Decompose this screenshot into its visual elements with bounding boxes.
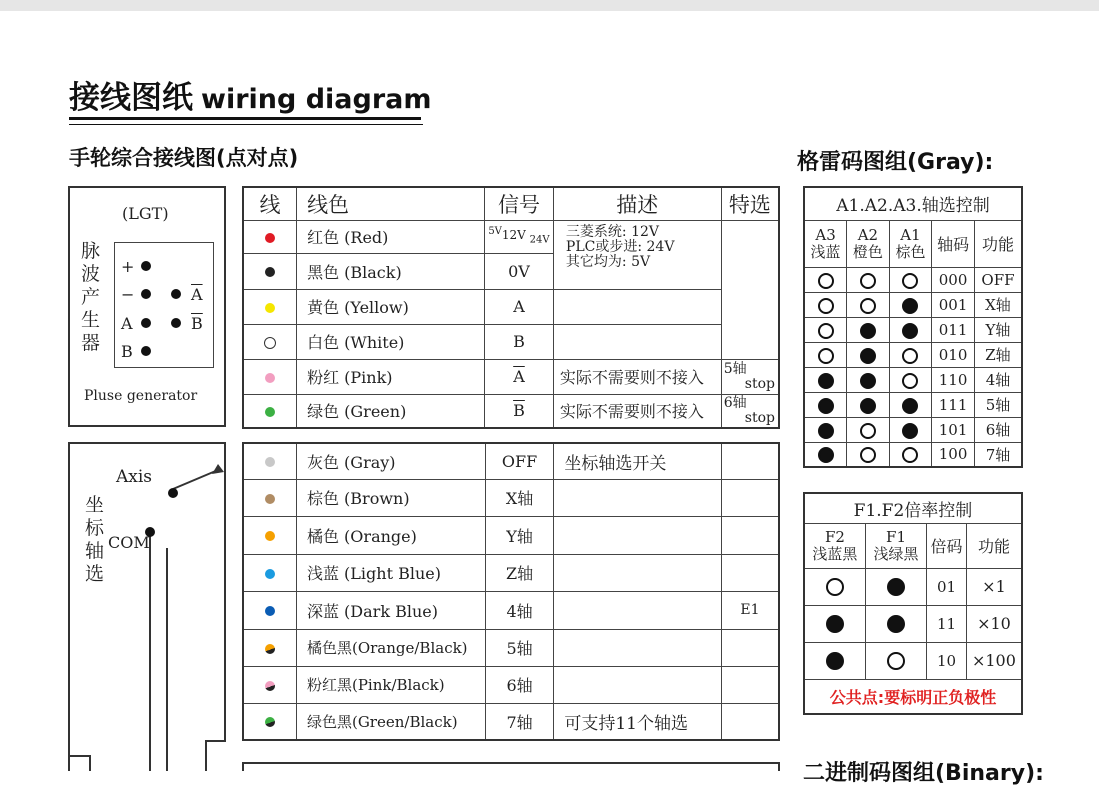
hollow-circle-icon bbox=[887, 652, 905, 670]
title-cn: 接线图纸 bbox=[69, 80, 193, 116]
wire-name: 粉红 (Pink) bbox=[297, 359, 485, 394]
filled-circle-icon bbox=[887, 615, 905, 633]
header-color: 线色 bbox=[297, 187, 485, 220]
wire-signal: $\overline{A}$ bbox=[485, 359, 554, 394]
gray-row bbox=[804, 317, 1022, 342]
rate-control-table bbox=[803, 492, 1023, 715]
gray-function: 4轴 bbox=[974, 367, 1022, 392]
wire-name: 深蓝 (Dark Blue) bbox=[296, 591, 485, 629]
wire-color-cell bbox=[243, 394, 297, 428]
filled-circle-icon bbox=[826, 615, 844, 633]
rate-function: ×10 bbox=[966, 605, 1022, 642]
gray-row bbox=[804, 417, 1022, 442]
header-a1 bbox=[889, 220, 932, 267]
wire-signal: Y轴 bbox=[485, 516, 554, 554]
wire-name: 浅蓝 (Light Blue) bbox=[296, 554, 485, 591]
header-a1-code: A1 bbox=[900, 225, 921, 244]
table-row bbox=[243, 554, 779, 591]
wire-signal: 7轴 bbox=[485, 703, 554, 740]
dark-blue-dot-icon bbox=[265, 606, 275, 616]
polarity-note: 公共点:要标明正负极性 bbox=[804, 679, 1022, 714]
table-row bbox=[243, 479, 779, 516]
table-row bbox=[243, 591, 779, 629]
filled-circle-icon bbox=[818, 447, 834, 463]
filled-circle-icon bbox=[826, 652, 844, 670]
page-title bbox=[69, 72, 432, 117]
wire-color-cell bbox=[243, 703, 296, 740]
wire-name: 绿色黑(Green/Black) bbox=[296, 703, 485, 740]
gray-header-row bbox=[804, 220, 1022, 267]
gray-bit-cell bbox=[847, 342, 890, 367]
pin-b-dot bbox=[141, 346, 151, 356]
orange-black-dot-icon bbox=[265, 644, 275, 654]
gray-bit-cell bbox=[804, 367, 847, 392]
table-row bbox=[243, 666, 779, 703]
table-row bbox=[243, 220, 779, 253]
hollow-circle-icon bbox=[902, 348, 918, 364]
gray-bit-cell bbox=[889, 292, 932, 317]
special-5-axis bbox=[721, 359, 779, 394]
wire-signal: 4轴 bbox=[485, 591, 554, 629]
gray-function: Z轴 bbox=[974, 342, 1022, 367]
gray-row bbox=[804, 292, 1022, 317]
wire-color-cell bbox=[243, 253, 297, 289]
gray-bit-cell bbox=[804, 392, 847, 417]
wire-name: 红色 (Red) bbox=[297, 220, 485, 253]
gray-code: 000 bbox=[932, 267, 975, 292]
header-a1-color: 棕色 bbox=[895, 242, 926, 261]
gray-function: OFF bbox=[974, 267, 1022, 292]
wire-special bbox=[721, 629, 779, 666]
desc-line: PLC或步进: 24V bbox=[565, 238, 675, 255]
gray-bit-cell bbox=[804, 317, 847, 342]
wire-signal: 0V bbox=[485, 253, 554, 289]
green-black-dot-icon bbox=[265, 717, 275, 727]
pin-b-label: B bbox=[121, 342, 133, 361]
gray-code: 110 bbox=[932, 367, 975, 392]
filled-circle-icon bbox=[902, 298, 918, 314]
title-rule bbox=[69, 117, 421, 120]
gray-bit-cell bbox=[889, 367, 932, 392]
rate-code: 10 bbox=[927, 642, 967, 679]
gray-code-table bbox=[803, 186, 1023, 468]
gray-table-title: A1.A2.A3.轴选控制 bbox=[804, 187, 1022, 220]
rate-header-row bbox=[804, 523, 1022, 568]
wire-special bbox=[721, 554, 779, 591]
gray-title-row bbox=[804, 187, 1022, 220]
header-f1-code: F1 bbox=[886, 527, 906, 546]
wire-special bbox=[721, 479, 779, 516]
title-en: wiring diagram bbox=[201, 84, 432, 115]
desc-line: 三菱系统: 12V bbox=[565, 223, 660, 240]
voltage-desc bbox=[553, 220, 721, 289]
header-a3-color: 浅蓝 bbox=[810, 242, 841, 261]
gray-function: 5轴 bbox=[974, 392, 1022, 417]
red-dot-icon bbox=[265, 233, 275, 243]
wire-color-cell bbox=[243, 220, 297, 253]
gray-dot-icon bbox=[265, 457, 275, 467]
header-axis-code: 轴码 bbox=[932, 220, 975, 267]
wire-signal: 6轴 bbox=[485, 666, 554, 703]
wire-desc bbox=[554, 591, 722, 629]
filled-circle-icon bbox=[887, 578, 905, 596]
wire-color-cell bbox=[243, 289, 297, 324]
hollow-circle-icon bbox=[818, 323, 834, 339]
axis-label: Axis bbox=[116, 467, 153, 487]
wire-desc bbox=[553, 324, 721, 359]
header-f1-color: 浅绿黑 bbox=[873, 544, 919, 563]
rate-bit-cell bbox=[865, 605, 926, 642]
pin-bbar-dot bbox=[171, 318, 181, 328]
rate-bit-cell bbox=[865, 642, 926, 679]
special-6-stop: stop bbox=[744, 409, 775, 426]
brown-dot-icon bbox=[265, 494, 275, 504]
pin-plus-label: + bbox=[121, 257, 135, 276]
wire-special bbox=[721, 443, 779, 479]
pink-dot-icon bbox=[265, 373, 275, 383]
hollow-circle-icon bbox=[818, 273, 834, 289]
gray-code: 100 bbox=[932, 442, 975, 467]
hollow-circle-icon bbox=[860, 423, 876, 439]
hollow-circle-icon bbox=[818, 348, 834, 364]
pin-a-label: A bbox=[121, 314, 133, 333]
wire-name: 橘色黑(Orange/Black) bbox=[296, 629, 485, 666]
filled-circle-icon bbox=[902, 323, 918, 339]
gray-function: 7轴 bbox=[974, 442, 1022, 467]
special-6-axis bbox=[721, 394, 779, 428]
rate-table-title: F1.F2倍率控制 bbox=[804, 493, 1022, 523]
wire-name: 橘色 (Orange) bbox=[296, 516, 485, 554]
wire-color-cell bbox=[243, 554, 296, 591]
wire-name: 粉红黑(Pink/Black) bbox=[296, 666, 485, 703]
gray-bit-cell bbox=[804, 417, 847, 442]
gray-code: 011 bbox=[932, 317, 975, 342]
filled-circle-icon bbox=[818, 398, 834, 414]
header-a2-code: A2 bbox=[857, 225, 879, 244]
axis-select-panel bbox=[68, 442, 226, 771]
wire-signal: B bbox=[485, 324, 554, 359]
table-row bbox=[243, 443, 779, 479]
wire-name: 绿色 (Green) bbox=[297, 394, 485, 428]
gray-function: 6轴 bbox=[974, 417, 1022, 442]
pulse-generator-panel bbox=[68, 186, 226, 427]
rate-row bbox=[804, 568, 1022, 605]
gray-bit-cell bbox=[804, 267, 847, 292]
table-row bbox=[243, 516, 779, 554]
rate-note-row bbox=[804, 679, 1022, 714]
header-rate-function: 功能 bbox=[966, 523, 1022, 568]
white-dot-icon bbox=[264, 337, 276, 349]
gray-code: 010 bbox=[932, 342, 975, 367]
wire-special bbox=[721, 703, 779, 740]
wire-signal: $\overline{B}$ bbox=[485, 394, 554, 428]
gray-row bbox=[804, 442, 1022, 467]
special-5-label: 5轴 bbox=[723, 360, 747, 377]
pulse-generator-caption: Pluse generator bbox=[84, 388, 198, 404]
header-a3-code: A3 bbox=[815, 225, 836, 244]
header-f1 bbox=[865, 523, 926, 568]
filled-circle-icon bbox=[818, 373, 834, 389]
pin-a-dot bbox=[141, 318, 151, 328]
gray-bit-cell bbox=[847, 442, 890, 467]
gray-bit-cell bbox=[889, 442, 932, 467]
gray-bit-cell bbox=[847, 317, 890, 342]
table-row bbox=[243, 289, 779, 324]
header-a2 bbox=[847, 220, 890, 267]
axis-panel-outline bbox=[68, 442, 226, 771]
light-blue-dot-icon bbox=[265, 569, 275, 579]
wire-desc bbox=[554, 479, 722, 516]
wire-signal: OFF bbox=[485, 443, 554, 479]
gray-bit-cell bbox=[847, 292, 890, 317]
gray-bit-cell bbox=[847, 267, 890, 292]
section-title: 手轮综合接线图(点对点) bbox=[69, 146, 299, 170]
wiring-table-axis bbox=[242, 442, 780, 741]
gray-code: 001 bbox=[932, 292, 975, 317]
table-header-row bbox=[243, 187, 779, 220]
special-empty bbox=[721, 220, 779, 359]
wire-signal: 5轴 bbox=[485, 629, 554, 666]
rate-title-row bbox=[804, 493, 1022, 523]
header-function: 功能 bbox=[974, 220, 1022, 267]
pin-bbar-label: $\overline{B}$ bbox=[191, 314, 203, 333]
wire-name: 白色 (White) bbox=[297, 324, 485, 359]
top-bar bbox=[0, 0, 1099, 11]
gray-bit-cell bbox=[847, 392, 890, 417]
header-line: 线 bbox=[243, 187, 297, 220]
yellow-dot-icon bbox=[265, 303, 275, 313]
gray-rows bbox=[804, 267, 1022, 467]
gray-bit-cell bbox=[889, 342, 932, 367]
rate-bit-cell bbox=[804, 642, 865, 679]
wire-special bbox=[721, 516, 779, 554]
gray-row bbox=[804, 392, 1022, 417]
gray-row bbox=[804, 342, 1022, 367]
header-signal: 信号 bbox=[485, 187, 554, 220]
wire-color-cell bbox=[243, 591, 296, 629]
gray-bit-cell bbox=[889, 267, 932, 292]
pin-minus-label: − bbox=[121, 285, 135, 304]
rate-code: 01 bbox=[927, 568, 967, 605]
green-dot-icon bbox=[265, 407, 275, 417]
hollow-circle-icon bbox=[902, 273, 918, 289]
wiring-table-power bbox=[242, 186, 780, 429]
special-6-label: 6轴 bbox=[723, 394, 747, 411]
header-rate-code: 倍码 bbox=[927, 523, 967, 568]
signal-24v: 24V bbox=[529, 234, 550, 246]
hollow-circle-icon bbox=[860, 273, 876, 289]
binary-title: 二进制码图组(Binary): bbox=[803, 761, 1044, 786]
wire-name: 灰色 (Gray) bbox=[296, 443, 485, 479]
header-f2-code: F2 bbox=[824, 527, 845, 546]
wire-desc: 坐标轴选开关 bbox=[554, 443, 722, 479]
wire-color-cell bbox=[243, 443, 296, 479]
wire-desc bbox=[554, 554, 722, 591]
connector-diagram bbox=[114, 242, 214, 368]
title-rule-thin bbox=[69, 124, 423, 125]
rate-function: ×100 bbox=[966, 642, 1022, 679]
wire-name: 黑色 (Black) bbox=[297, 253, 485, 289]
filled-circle-icon bbox=[860, 373, 876, 389]
wire-color-cell bbox=[243, 666, 296, 703]
header-special: 特选 bbox=[721, 187, 779, 220]
gray-bit-cell bbox=[847, 417, 890, 442]
hollow-circle-icon bbox=[902, 447, 918, 463]
lgt-label: (LGT) bbox=[122, 204, 169, 223]
wire-color-cell bbox=[243, 324, 297, 359]
gray-bit-cell bbox=[889, 392, 932, 417]
wire-special bbox=[721, 666, 779, 703]
gray-row bbox=[804, 267, 1022, 292]
header-desc: 描述 bbox=[553, 187, 721, 220]
hollow-circle-icon bbox=[818, 298, 834, 314]
rate-row bbox=[804, 605, 1022, 642]
com-label: COM bbox=[108, 533, 150, 552]
hollow-circle-icon bbox=[860, 298, 876, 314]
table-row bbox=[243, 703, 779, 740]
wire-name: 黄色 (Yellow) bbox=[297, 289, 485, 324]
gray-bit-cell bbox=[847, 367, 890, 392]
rate-rows bbox=[804, 568, 1022, 679]
special-5-stop: stop bbox=[744, 375, 775, 392]
black-dot-icon bbox=[265, 267, 275, 277]
gray-bit-cell bbox=[804, 342, 847, 367]
pin-minus-dot bbox=[141, 289, 151, 299]
gray-row bbox=[804, 367, 1022, 392]
filled-circle-icon bbox=[860, 348, 876, 364]
table-row bbox=[243, 394, 779, 428]
rate-function: ×1 bbox=[966, 568, 1022, 605]
wire-desc bbox=[554, 516, 722, 554]
rate-bit-cell bbox=[804, 605, 865, 642]
wire-signal: Z轴 bbox=[485, 554, 554, 591]
wire-color-cell bbox=[243, 629, 296, 666]
gray-function: X轴 bbox=[974, 292, 1022, 317]
pin-abar-dot bbox=[171, 289, 181, 299]
wire-color-cell bbox=[243, 479, 296, 516]
wire-desc bbox=[554, 629, 722, 666]
rate-bit-cell bbox=[804, 568, 865, 605]
rate-bit-cell bbox=[865, 568, 926, 605]
wire-desc bbox=[553, 289, 721, 324]
gray-bit-cell bbox=[804, 292, 847, 317]
header-a2-color: 橙色 bbox=[852, 242, 883, 261]
wire-signal: A bbox=[485, 289, 554, 324]
filled-circle-icon bbox=[902, 423, 918, 439]
gray-bit-cell bbox=[889, 417, 932, 442]
pink-black-dot-icon bbox=[265, 681, 275, 691]
hollow-circle-icon bbox=[902, 373, 918, 389]
wire-color-cell bbox=[243, 359, 297, 394]
wire-desc: 可支持11个轴选 bbox=[554, 703, 722, 740]
pulse-generator-vertical-label: 脉波产生器 bbox=[81, 240, 101, 354]
gray-code: 111 bbox=[932, 392, 975, 417]
gray-code: 101 bbox=[932, 417, 975, 442]
wire-name: 棕色 (Brown) bbox=[296, 479, 485, 516]
gray-bit-cell bbox=[889, 317, 932, 342]
wiring-table-next bbox=[242, 762, 780, 771]
filled-circle-icon bbox=[860, 323, 876, 339]
hollow-circle-icon bbox=[860, 447, 876, 463]
filled-circle-icon bbox=[902, 398, 918, 414]
wire-special: E1 bbox=[721, 591, 779, 629]
axis-select-vertical-label: 坐标轴选 bbox=[85, 494, 105, 585]
wire-desc: 实际不需要则不接入 bbox=[553, 359, 721, 394]
wire-desc bbox=[554, 666, 722, 703]
table-row bbox=[243, 324, 779, 359]
gray-bit-cell bbox=[804, 442, 847, 467]
wire-desc: 实际不需要则不接入 bbox=[553, 394, 721, 428]
rate-row bbox=[804, 642, 1022, 679]
table-row bbox=[243, 359, 779, 394]
header-f2 bbox=[804, 523, 865, 568]
table-row bbox=[243, 629, 779, 666]
pin-plus-dot bbox=[141, 261, 151, 271]
wire-color-cell bbox=[243, 516, 296, 554]
signal-5v: 5V bbox=[488, 226, 502, 238]
filled-circle-icon bbox=[818, 423, 834, 439]
signal-12v: 12V bbox=[501, 228, 526, 243]
desc-line: 其它均为: 5V bbox=[565, 253, 651, 270]
header-a3 bbox=[804, 220, 847, 267]
gray-function: Y轴 bbox=[974, 317, 1022, 342]
gray-title: 格雷码图组(Gray): bbox=[797, 150, 994, 175]
hollow-circle-icon bbox=[826, 578, 844, 596]
pin-abar-label: $\overline{A}$ bbox=[191, 285, 203, 304]
wire-signal: X轴 bbox=[485, 479, 554, 516]
header-f2-color: 浅蓝黑 bbox=[812, 544, 858, 563]
filled-circle-icon bbox=[860, 398, 876, 414]
signal-voltage bbox=[485, 220, 554, 253]
rate-code: 11 bbox=[927, 605, 967, 642]
orange-dot-icon bbox=[265, 531, 275, 541]
